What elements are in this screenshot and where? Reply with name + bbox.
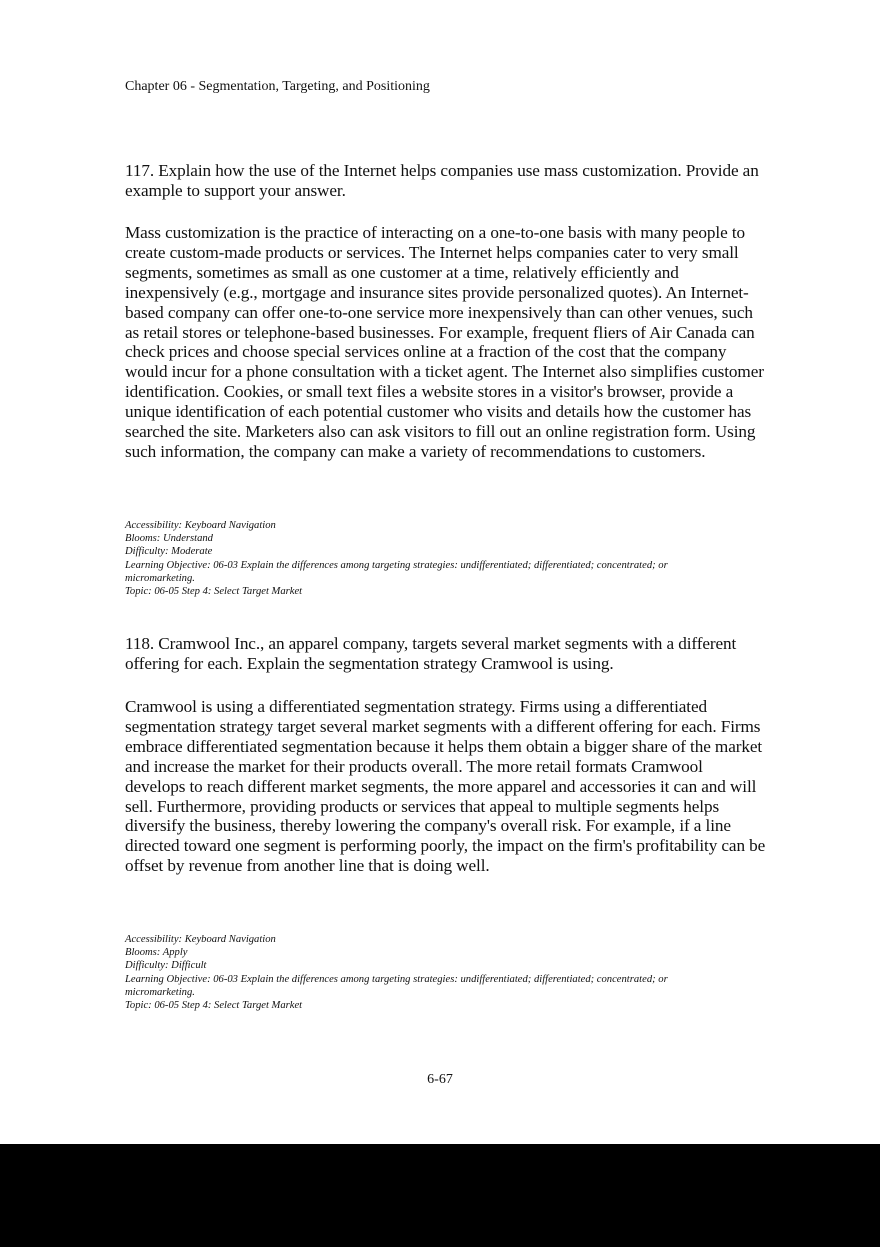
meta-accessibility: Accessibility: Keyboard Navigation [125, 520, 276, 531]
answer-line: offset by revenue from another line that is doing well. [125, 856, 490, 876]
meta-learning-objective-cont: micromarketing. [125, 572, 195, 584]
viewer-background [0, 1144, 880, 1247]
meta-topic: Topic: 06-05 Step 4: Select Target Market [125, 1000, 303, 1012]
meta-learning-objective: Learning Objective: 06-03 Explain the differences among targeting strategies: undifferentiated; differentiated; concentrated; or [125, 973, 668, 985]
meta-blooms: Blooms: Understand [125, 533, 213, 545]
answer-line: sell. Furthermore, providing products or services that appeal to multiple segments helps [125, 796, 720, 816]
answer-line: segmentation strategy target several market segments with a different offering for each. Firms [125, 716, 761, 736]
question-line: 118. Cramwool Inc., an apparel company, targets several market segments with a different [125, 634, 737, 653]
answer-line: develops to reach different market segments, the more apparel and accessories it can and will [125, 776, 757, 796]
question-118-answer [125, 697, 785, 876]
answer-line: check prices and choose special services online at a fraction of the cost that the company [125, 342, 727, 362]
question-line: 117. Explain how the use of the Internet helps companies use mass customization. Provide an [125, 161, 759, 180]
meta-difficulty: Difficulty: Moderate [125, 546, 213, 558]
page-number: 6-67 [427, 1072, 453, 1087]
answer-line: as retail stores or telephone-based businesses. For example, frequent fliers of Air Canada can [125, 322, 755, 342]
question-117-answer [125, 223, 785, 462]
question-117-prompt [125, 161, 785, 201]
answer-line: diversify the business, thereby lowering the company's overall risk. For example, if a line [125, 816, 731, 836]
answer-line: identification. Cookies, or small text files a website stores in a visitor's browser, provide a [125, 382, 734, 402]
answer-line: such information, the company can make a variety of recommendations to customers. [125, 441, 706, 461]
meta-accessibility: Accessibility: Keyboard Navigation [125, 934, 276, 945]
answer-line: based company can offer one-to-one service more inexpensively than can other venues, such [125, 302, 753, 322]
answer-line: Mass customization is the practice of interacting on a one-to-one basis with many people to [125, 223, 745, 242]
answer-line: segments, sometimes as small as one customer at a time, relatively efficiently and [125, 262, 679, 282]
meta-learning-objective-cont: micromarketing. [125, 986, 195, 998]
meta-difficulty: Difficulty: Difficult [125, 960, 207, 972]
answer-line: Cramwool is using a differentiated segmentation strategy. Firms using a differentiated [125, 697, 708, 716]
answer-line: would incur for a phone consultation with a ticket agent. The Internet also simplifies customer [125, 362, 764, 382]
question-118-metadata [125, 933, 765, 1012]
answer-line: embrace differentiated segmentation because it helps them obtain a bigger share of the market [125, 736, 763, 756]
meta-topic: Topic: 06-05 Step 4: Select Target Market [125, 586, 303, 598]
question-117-metadata [125, 519, 765, 598]
question-line: example to support your answer. [125, 180, 346, 200]
answer-line: unique identification of each potential customer who visits and details how the customer has [125, 402, 752, 422]
meta-blooms: Blooms: Apply [125, 947, 188, 959]
answer-line: create custom-made products or services. The Internet helps companies cater to very small [125, 242, 739, 262]
answer-line: directed toward one segment is performing poorly, the impact on the firm's profitability can be [125, 836, 766, 856]
answer-line: inexpensively (e.g., mortgage and insurance sites provide personalized quotes). An Internet- [125, 282, 749, 302]
meta-learning-objective: Learning Objective: 06-03 Explain the differences among targeting strategies: undifferentiated; differentiated; concentrated; or [125, 559, 668, 571]
chapter-header: Chapter 06 - Segmentation, Targeting, and Positioning [125, 79, 430, 94]
question-118-prompt [125, 634, 785, 674]
answer-line: searched the site. Marketers also can ask visitors to fill out an online registration form. Using [125, 422, 756, 442]
answer-line: and increase the market for their products overall. The more retail formats Cramwool [125, 756, 703, 776]
question-line: offering for each. Explain the segmentation strategy Cramwool is using. [125, 653, 614, 673]
